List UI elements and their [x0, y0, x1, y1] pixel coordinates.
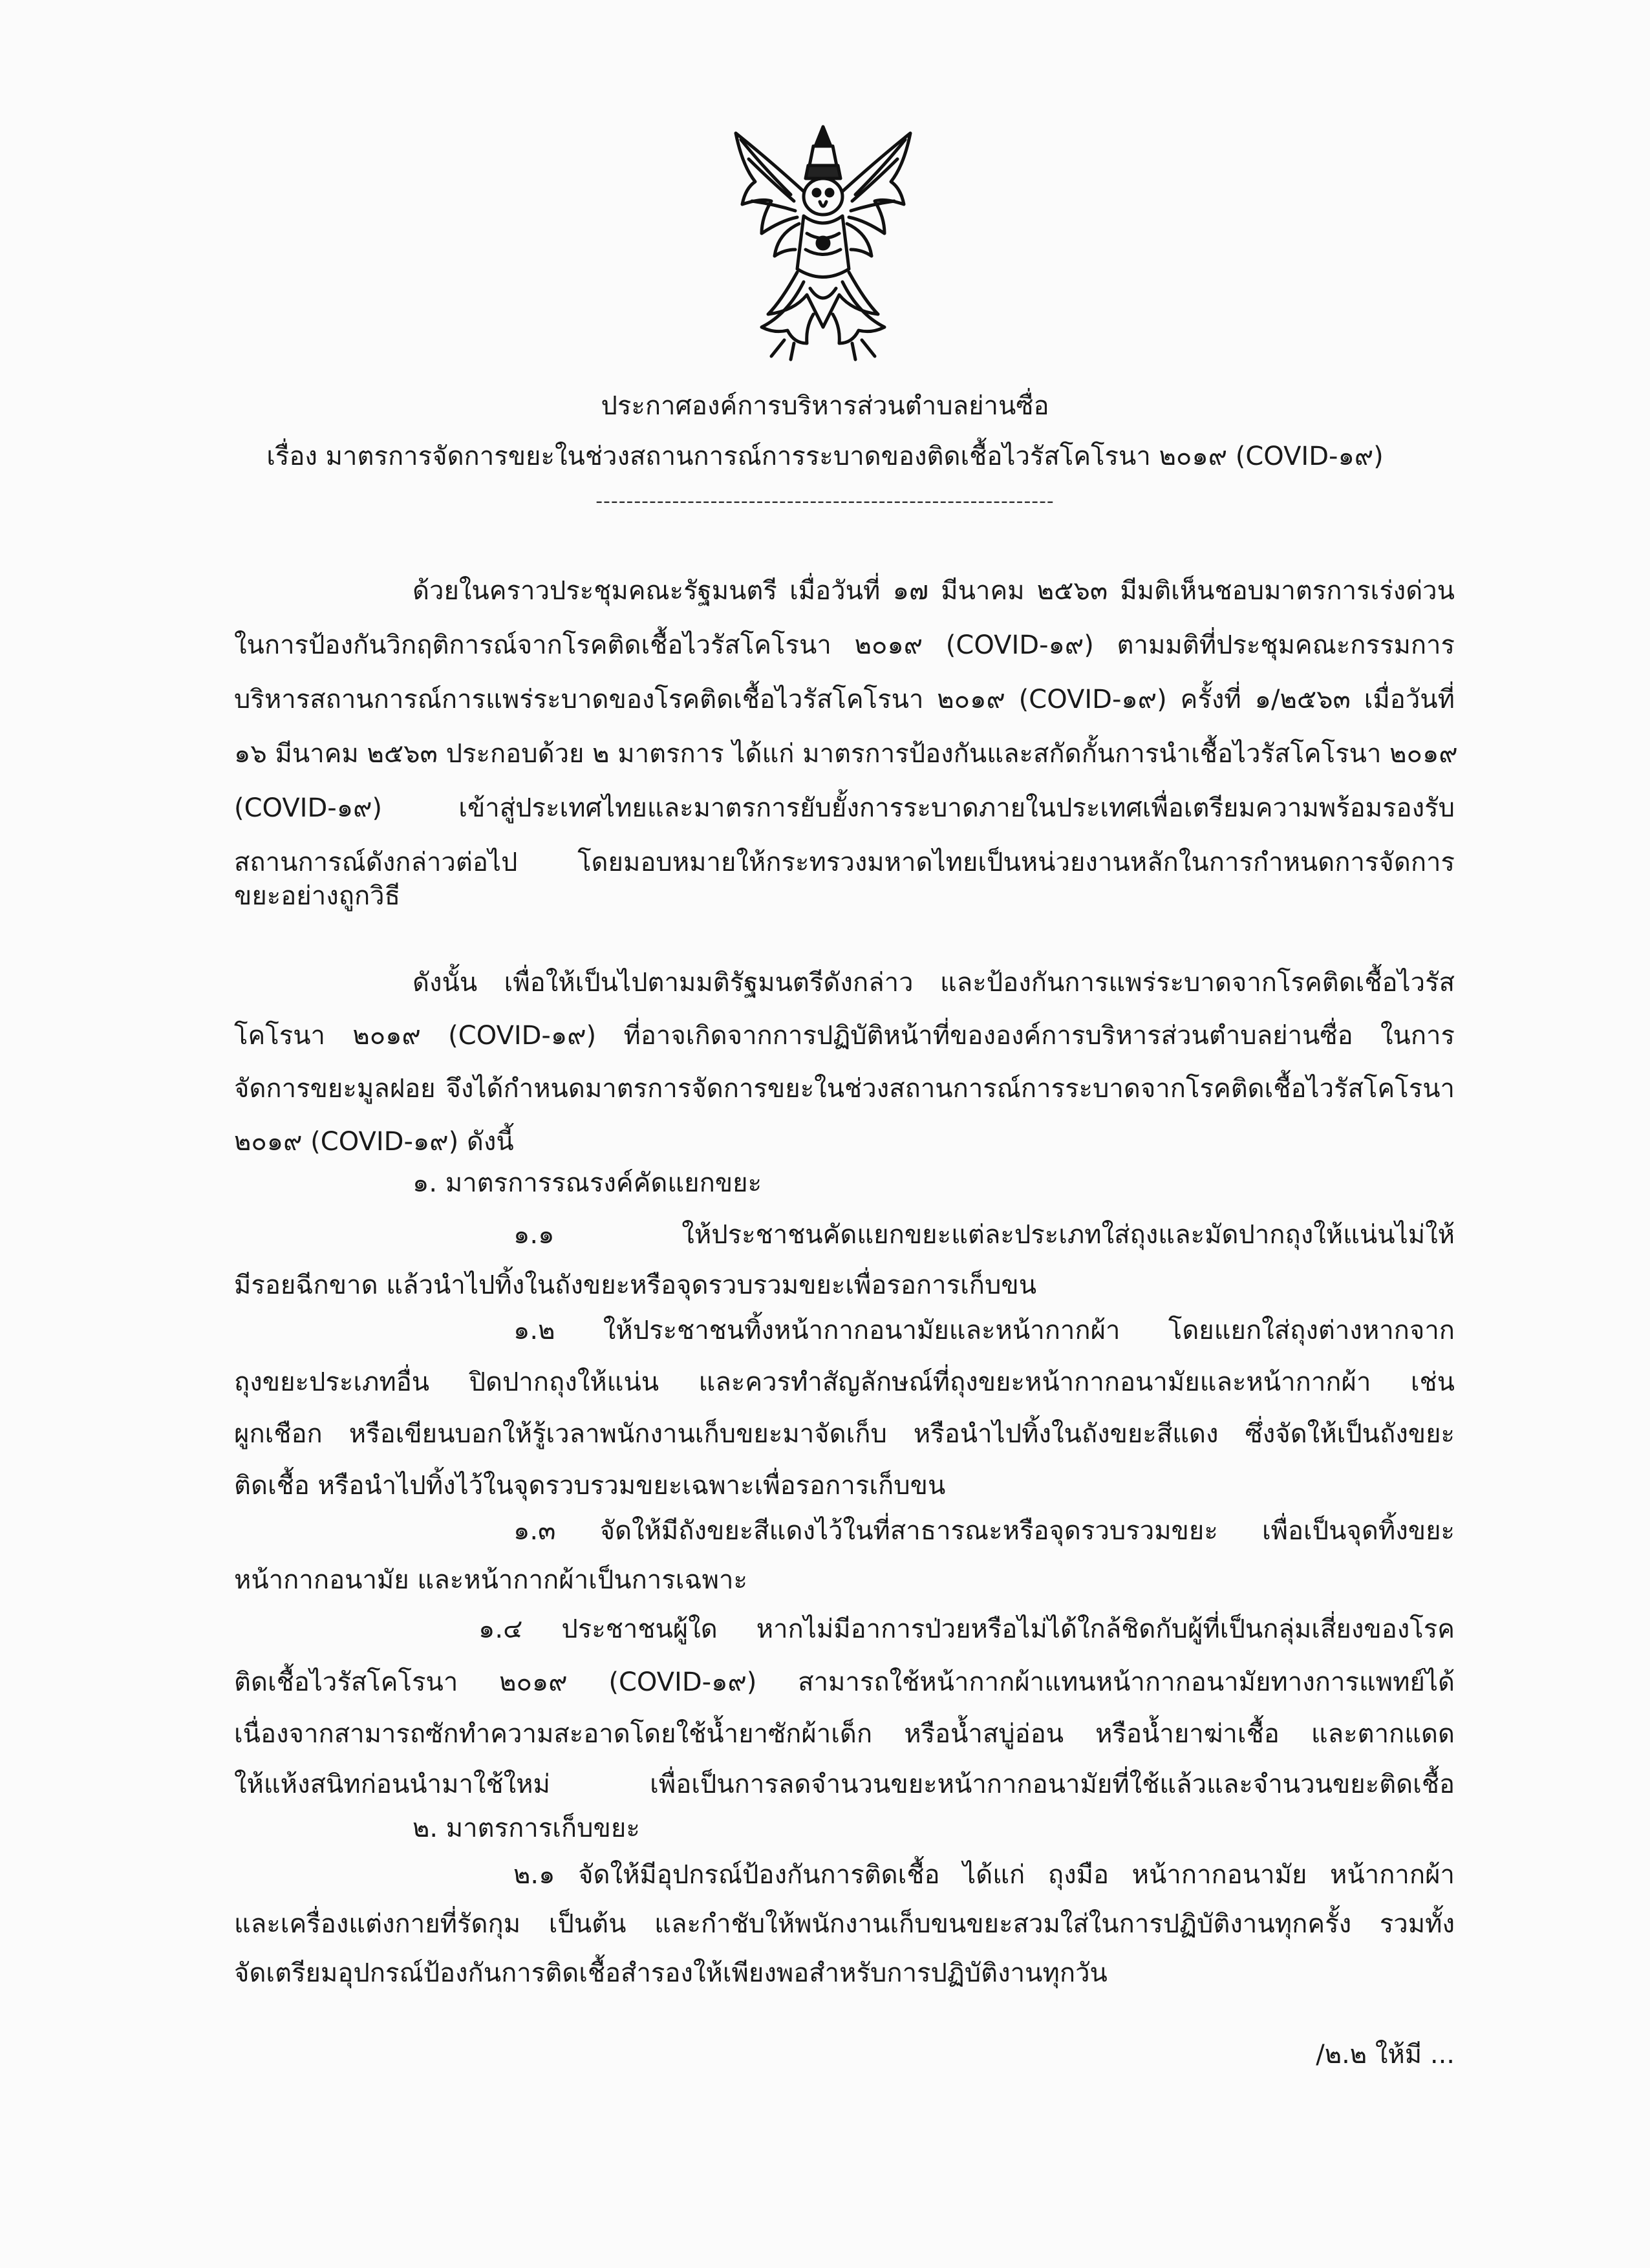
- garuda-emblem-icon: [723, 120, 923, 366]
- item-1-4-line: ให้แห้งสนิทก่อนนำมาใช้ใหม่ เพื่อเป็นการลดจำนวนขยะหน้ากากอนามัยที่ใช้แล้วและจำนวนขยะติดเชื้อ: [234, 1770, 1455, 1799]
- item-2-1-line: จัดเตรียมอุปกรณ์ป้องกันการติดเชื้อสำรองให้เพียงพอสำหรับการปฏิบัติงานทุกวัน: [234, 1958, 1108, 1988]
- section2-heading: ๒. มาตรการเก็บขยะ: [412, 1813, 640, 1843]
- announcement-title: ประกาศองค์การบริหารส่วนตำบลย่านซื่อ: [601, 391, 1049, 421]
- paragraph1-line: บริหารสถานการณ์การแพร่ระบาดของโรคติดเชื้อไวรัสโคโรนา ๒๐๑๙ (COVID-๑๙) ครั้งที่ ๑/๒๕๖๓ เมื่อวันที่: [234, 685, 1455, 714]
- item-1-2-line: ถุงขยะประเภทอื่น ปิดปากถุงให้แน่น และควรทำสัญลักษณ์ที่ถุงขยะหน้ากากอนามัยและหน้ากากผ้า เช่น: [234, 1367, 1455, 1397]
- paragraph1-line: (COVID-๑๙) เข้าสู่ประเทศไทยและมาตรการยับยั้งการระบาดภายในประเทศเพื่อเตรียมความพร้อมรองรับ: [234, 793, 1455, 823]
- item-1-1-line: ๑.๑ ให้ประชาชนคัดแยกขยะแต่ละประเภทใส่ถุงและมัดปากถุงให้แน่นไม่ให้: [513, 1220, 1455, 1250]
- item-2-1-line: และเครื่องแต่งกายที่รัดกุม เป็นต้น และกำชับให้พนักงานเก็บขนขยะสวมใส่ในการปฏิบัติงานทุกครั้ง รวมทั้ง: [234, 1909, 1455, 1939]
- paragraph2-line: ๒๐๑๙ (COVID-๑๙) ดังนี้: [234, 1127, 514, 1157]
- paragraph2-line: โคโรนา ๒๐๑๙ (COVID-๑๙) ที่อาจเกิดจากการปฏิบัติหน้าที่ขององค์การบริหารส่วนตำบลย่านซื่อ ในการ: [234, 1021, 1455, 1051]
- item-1-4-line: ๑.๔ ประชาชนผู้ใด หากไม่มีอาการป่วยหรือไม่ได้ใกล้ชิดกับผู้ที่เป็นกลุ่มเสี่ยงของโรค: [478, 1614, 1455, 1644]
- section1-heading: ๑. มาตรการรณรงค์คัดแยกขยะ: [412, 1168, 762, 1198]
- paragraph1-line: ขยะอย่างถูกวิธี: [234, 881, 401, 911]
- paragraph2-line: ดังนั้น เพื่อให้เป็นไปตามมติรัฐมนตรีดังกล่าว และป้องกันการแพร่ระบาดจากโรคติดเชื้อไวรัส: [412, 968, 1455, 998]
- continuation-note: /๒.๒ ให้มี ...: [1316, 2040, 1455, 2070]
- item-1-4-line: เนื่องจากสามารถซักทำความสะอาดโดยใช้น้ำยาซักผ้าเด็ก หรือน้ำสบู่อ่อน หรือน้ำยาฆ่าเชื้อ และตากแดด: [234, 1719, 1455, 1749]
- announcement-subject: เรื่อง มาตรการจัดการขยะในช่วงสถานการณ์การระบาดของติดเชื้อไวรัสโคโรนา ๒๐๑๙ (COVID-๑๙): [266, 442, 1384, 471]
- item-1-2-line: ๑.๒ ให้ประชาชนทิ้งหน้ากากอนามัยและหน้ากากผ้า โดยแยกใส่ถุงต่างหากจาก: [513, 1316, 1455, 1345]
- item-1-3-line: ๑.๓ จัดให้มีถังขยะสีแดงไว้ในที่สาธารณะหรือจุดรวบรวมขยะ เพื่อเป็นจุดทิ้งขยะ: [513, 1516, 1455, 1546]
- item-1-4-line: ติดเชื้อไวรัสโคโรนา ๒๐๑๙ (COVID-๑๙) สามารถใช้หน้ากากผ้าแทนหน้ากากอนามัยทางการแพทย์ได้: [234, 1667, 1455, 1697]
- paragraph1-line: สถานการณ์ดังกล่าวต่อไป โดยมอบหมายให้กระทรวงมหาดไทยเป็นหน่วยงานหลักในการกำหนดการจัดการ: [234, 848, 1455, 877]
- title-divider: ------------------------------------------------------------: [595, 490, 1055, 513]
- paragraph1-line: ๑๖ มีนาคม ๒๕๖๓ ประกอบด้วย ๒ มาตรการ ได้แก่ มาตรการป้องกันและสกัดกั้นการนำเชื้อไวรัสโคโรนา ๒๐๑๙: [234, 739, 1458, 769]
- item-2-1-line: ๒.๑ จัดให้มีอุปกรณ์ป้องกันการติดเชื้อ ได้แก่ ถุงมือ หน้ากากอนามัย หน้ากากผ้า: [513, 1860, 1455, 1890]
- item-1-3-line: หน้ากากอนามัย และหน้ากากผ้าเป็นการเฉพาะ: [234, 1565, 747, 1595]
- paragraph1-line: ด้วยในคราวประชุมคณะรัฐมนตรี เมื่อวันที่ ๑๗ มีนาคม ๒๕๖๓ มีมติเห็นชอบมาตรการเร่งด่วน: [412, 576, 1455, 606]
- paragraph2-line: จัดการขยะมูลฝอย จึงได้กำหนดมาตรการจัดการขยะในช่วงสถานการณ์การระบาดจากโรคติดเชื้อไวรัสโคโรนา: [234, 1074, 1455, 1104]
- item-1-1-line: มีรอยฉีกขาด แล้วนำไปทิ้งในถังขยะหรือจุดรวบรวมขยะเพื่อรอการเก็บขน: [234, 1270, 1037, 1300]
- item-1-2-line: ติดเชื้อ หรือนำไปทิ้งไว้ในจุดรวบรวมขยะเฉพาะเพื่อรอการเก็บขน: [234, 1471, 946, 1501]
- paragraph1-line: ในการป้องกันวิกฤติการณ์จากโรคติดเชื้อไวรัสโคโรนา ๒๐๑๙ (COVID-๑๙) ตามมติที่ประชุมคณะกรรมการ: [234, 630, 1455, 660]
- item-1-2-line: ผูกเชือก หรือเขียนบอกให้รู้เวลาพนักงานเก็บขยะมาจัดเก็บ หรือนำไปทิ้งในถังขยะสีแดง ซึ่งจัดให้เป็นถังขยะ: [234, 1419, 1455, 1449]
